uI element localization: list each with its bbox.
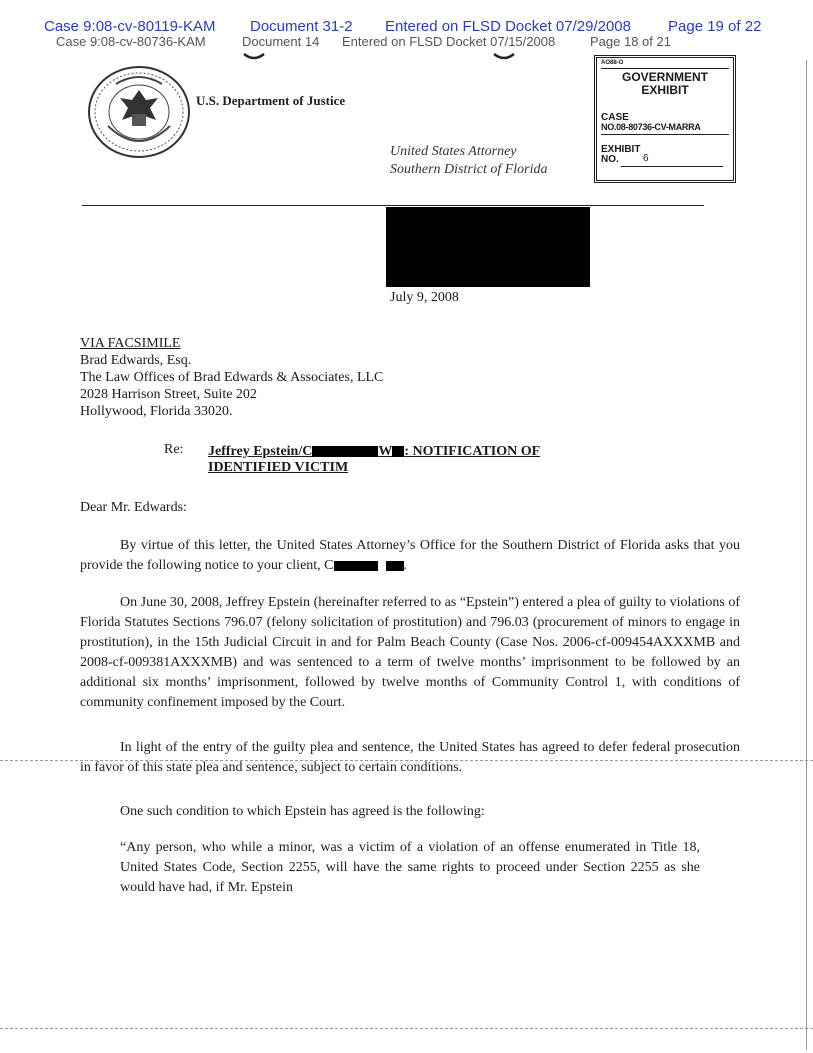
exhibit-case-label: CASE bbox=[601, 112, 629, 123]
addressee-city: Hollywood, Florida 33020. bbox=[80, 404, 233, 419]
exhibit-title-line2: EXHIBIT bbox=[641, 83, 689, 97]
paragraph-1: By virtue of this letter, the United States Attorney’s Office for the Southern District of Florida asks that you provide the following notice to your client, C . bbox=[80, 538, 740, 573]
paragraph-2-text: On June 30, 2008, Jeffrey Epstein (hereinafter referred to as “Epstein”) entered a plea of guilty to violations of Florida Statutes Sections 796.07 (felony solicitation of prostitution) and 796.03 (procurement of minors to engage in prostitution), in the 15th Judicial Circuit in and for Palm Beach County (Case Nos. 2006-cf-009454AXXXMB and 2008-cf-009381AXXXMB) and was sentenced to a term of twelve months’ imprisonment to be followed by an additional six months’ imprisonment, followed by twelve months of Community Control 1, with conditions of community confinement imposed by the Court. bbox=[80, 595, 740, 710]
header-entered-date: Entered on FLSD Docket 07/29/2008 bbox=[385, 18, 631, 35]
subject-initial: W bbox=[378, 444, 393, 459]
header-page-number: Page 19 of 22 bbox=[668, 18, 762, 35]
punch-mark-icon bbox=[492, 52, 516, 62]
subheader-page-number: Page 18 of 21 bbox=[590, 34, 671, 49]
redaction-inline bbox=[386, 561, 404, 571]
paragraph-2 bbox=[80, 593, 740, 713]
header-case-number: Case 9:08-cv-80119-KAM bbox=[44, 18, 216, 35]
exhibit-title-line1: GOVERNMENT bbox=[621, 70, 708, 84]
subject-line-1 bbox=[208, 442, 540, 460]
department-name: U.S. Department of Justice bbox=[196, 93, 346, 108]
exhibit-no-label: NO. bbox=[601, 154, 619, 165]
addressee-firm: The Law Offices of Brad Edwards & Associates, LLC bbox=[80, 370, 384, 385]
redaction-inline bbox=[334, 561, 378, 571]
scan-edge-line bbox=[806, 60, 807, 1050]
scan-artifact-line bbox=[0, 1028, 813, 1029]
government-exhibit-sticker bbox=[594, 55, 736, 183]
subheader-entered-date: Entered on FLSD Docket 07/15/2008 bbox=[342, 34, 556, 49]
paragraph-4 bbox=[80, 802, 740, 822]
doj-seal-logo bbox=[86, 64, 192, 160]
exhibit-number: 6 bbox=[643, 153, 649, 164]
salutation: Dear Mr. Edwards: bbox=[80, 500, 187, 515]
office-title: United States Attorney bbox=[390, 144, 517, 159]
paragraph-3 bbox=[80, 738, 740, 778]
paragraph-4-text: One such condition to which Epstein has agreed is the following: bbox=[120, 804, 485, 819]
redaction-block bbox=[386, 207, 590, 287]
office-district: Southern District of Florida bbox=[390, 162, 548, 177]
exhibit-label: EXHIBIT bbox=[601, 144, 641, 155]
exhibit-case-number: NO.08-80736-CV-MARRA bbox=[601, 122, 701, 132]
quoted-condition bbox=[120, 838, 700, 898]
subject-name-start: Jeffrey Epstein/C bbox=[208, 444, 313, 459]
letter-date: July 9, 2008 bbox=[390, 290, 459, 305]
delivery-method: VIA FACSIMILE bbox=[80, 336, 181, 351]
redaction-inline bbox=[392, 446, 404, 457]
scan-artifact-line bbox=[0, 760, 813, 761]
subject-notification: : NOTIFICATION OF bbox=[404, 444, 541, 459]
exhibit-tag: AO88-O bbox=[601, 60, 624, 66]
punch-mark-icon bbox=[242, 52, 266, 62]
subheader-document-number: Document 14 bbox=[242, 34, 320, 49]
redaction-inline bbox=[312, 446, 378, 457]
paragraph-1-text: By virtue of this letter, the United States Attorney’s Office for the Southern District of Florida asks that you provide the following notice to your client, C bbox=[80, 538, 740, 573]
header-document-number: Document 31-2 bbox=[250, 18, 353, 35]
subject-line-2: IDENTIFIED VICTIM bbox=[208, 460, 349, 475]
letterhead-rule bbox=[82, 205, 704, 206]
paragraph-3-text: In light of the entry of the guilty plea and sentence, the United States has agreed to defer federal prosecution in favor of this state plea and sentence, subject to certain conditions. bbox=[80, 740, 740, 775]
addressee-street: 2028 Harrison Street, Suite 202 bbox=[80, 387, 257, 402]
quoted-condition-text: “Any person, who while a minor, was a victim of a violation of an offense enumerated in Title 18, United States Code, Section 2255, will have the same rights to proceed under Section 2255 as she would have had, if Mr. Epstein bbox=[120, 840, 700, 895]
subheader-case-number: Case 9:08-cv-80736-KAM bbox=[56, 34, 206, 49]
addressee-name: Brad Edwards, Esq. bbox=[80, 353, 192, 368]
re-label: Re: bbox=[164, 442, 184, 457]
